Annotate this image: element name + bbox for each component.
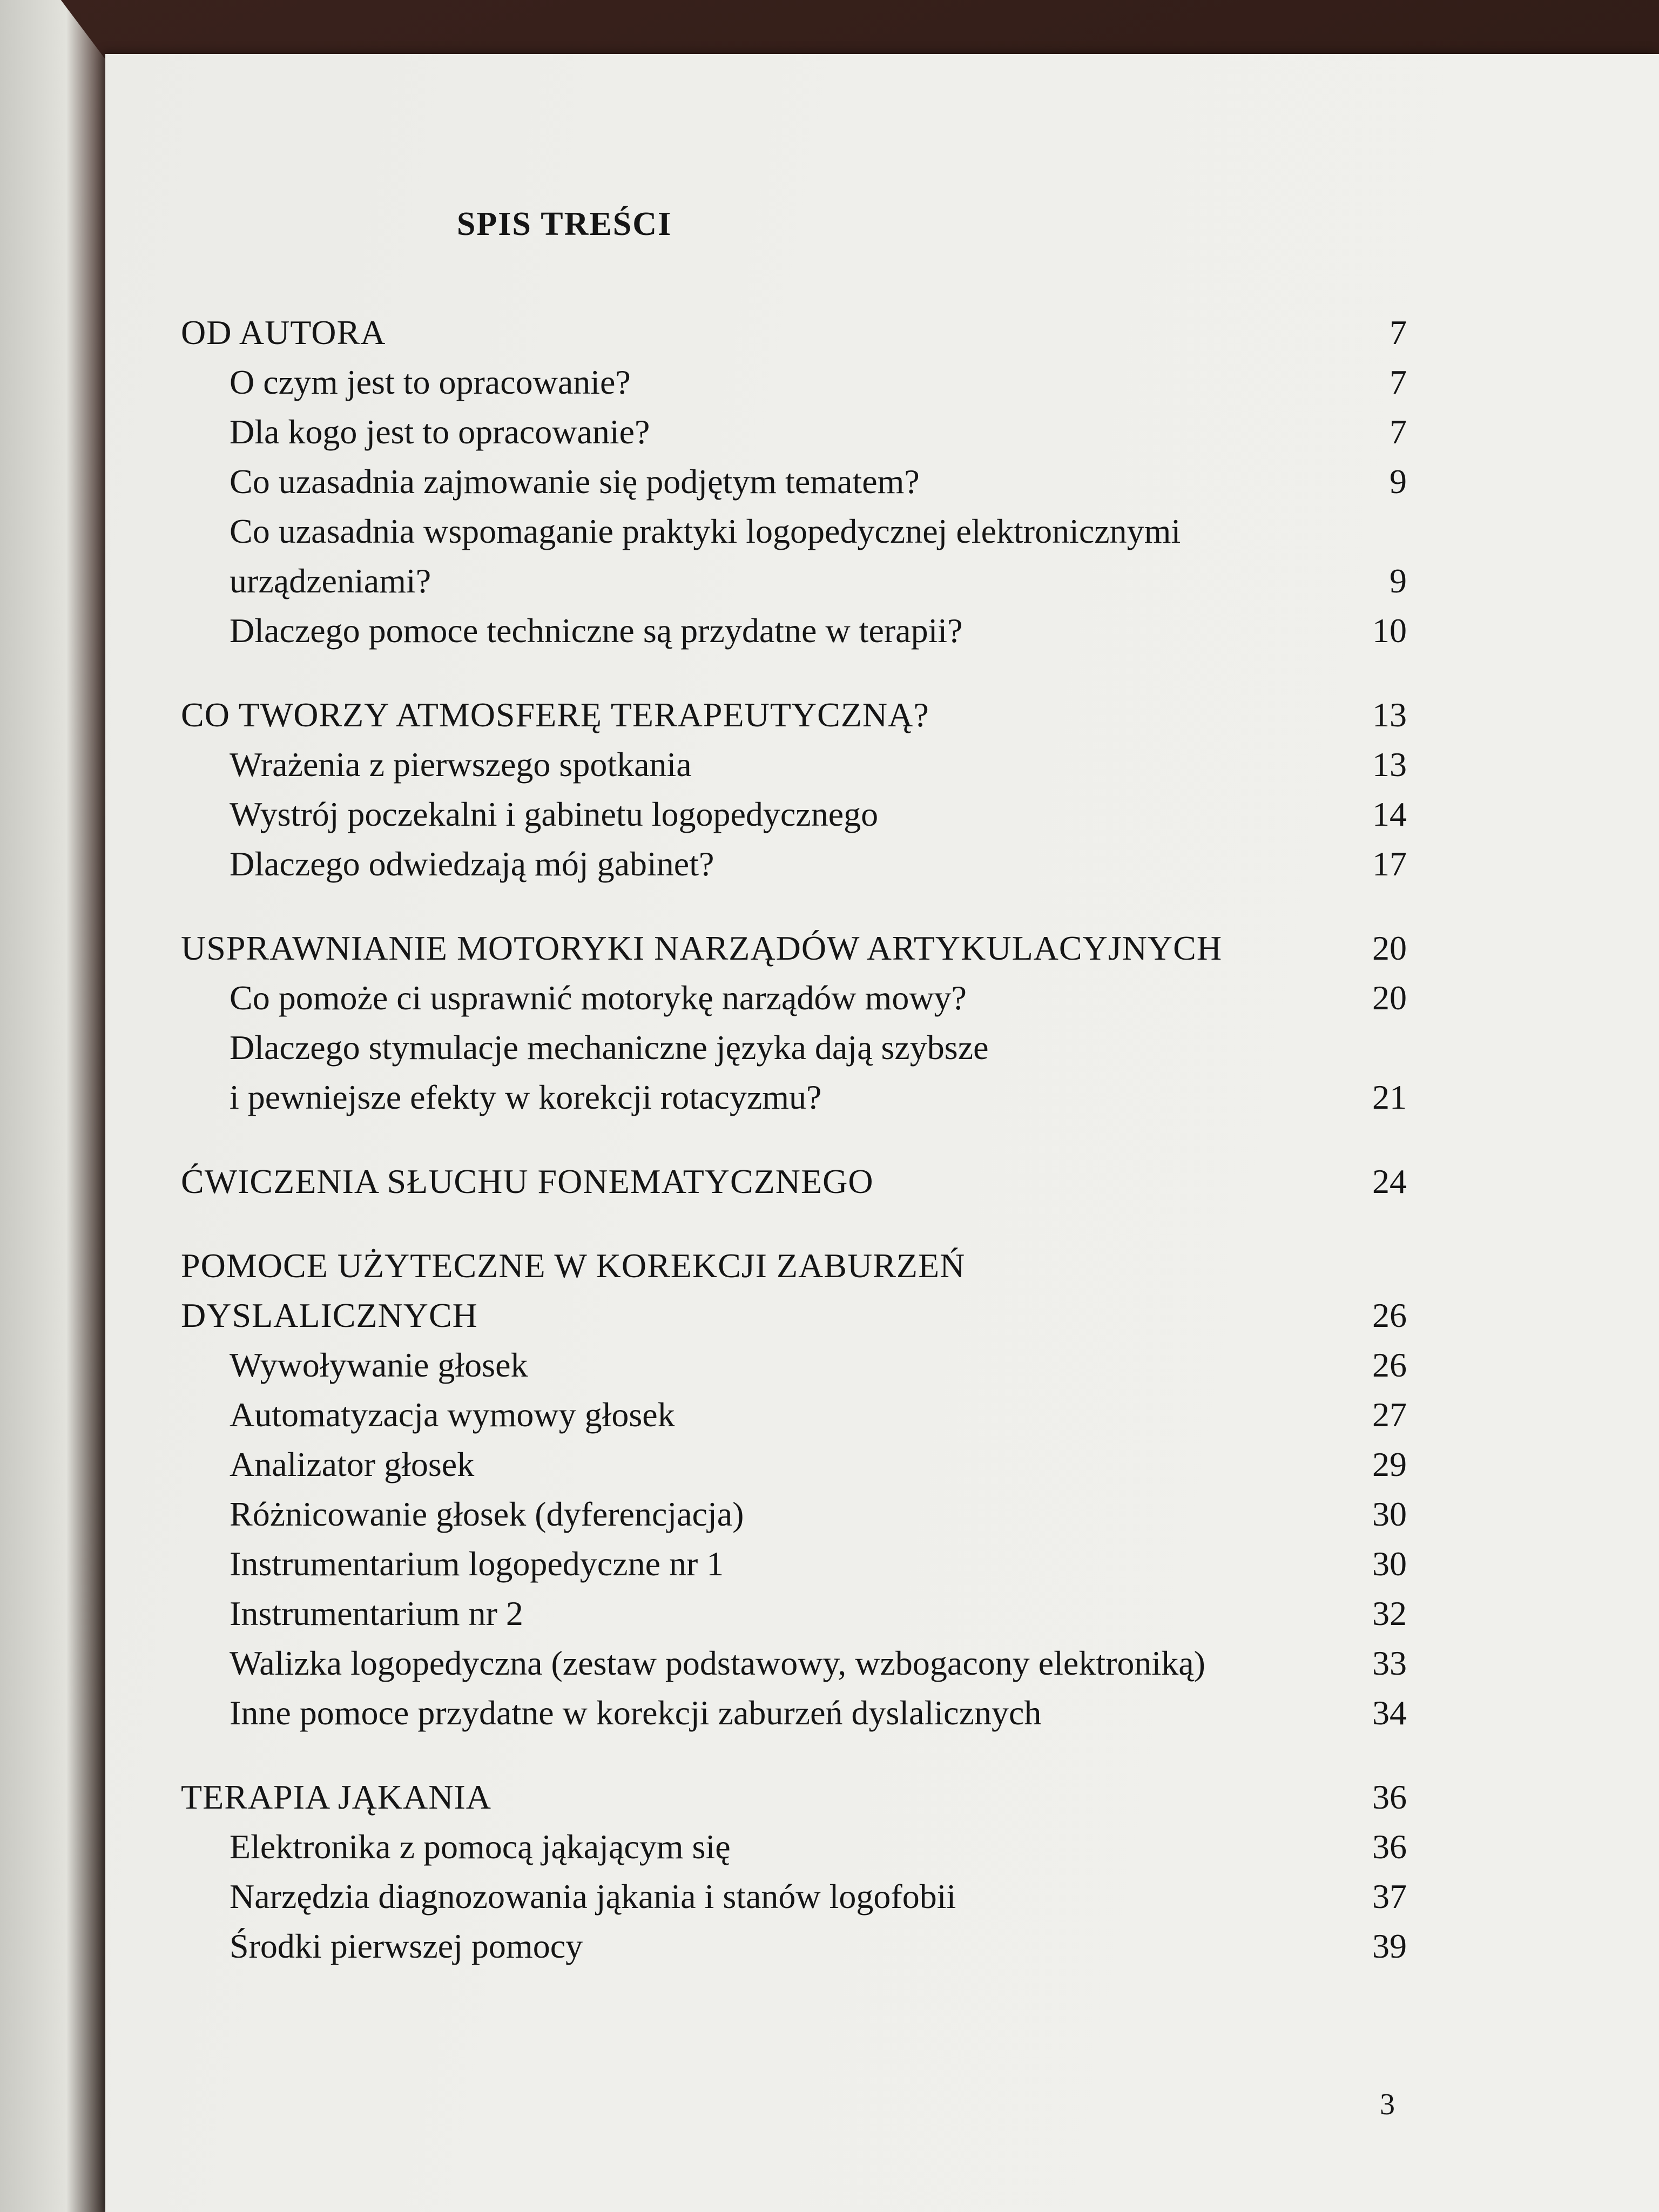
toc-entry xyxy=(181,1073,1407,1122)
entry-page: 21 xyxy=(1372,1078,1407,1116)
toc-title: SPIS TREŚCI xyxy=(456,206,672,242)
toc-entry xyxy=(181,1772,1407,1822)
entry-page: 7 xyxy=(1390,413,1407,451)
entry-page: 30 xyxy=(1372,1495,1407,1533)
entry-text: Co uzasadnia zajmowanie się podjętym tematem? xyxy=(230,462,920,501)
entry-text: Środki pierwszej pomocy xyxy=(230,1927,583,1965)
toc-entry xyxy=(181,1340,1407,1390)
entry-text: i pewniejsze efekty w korekcji rotacyzmu? xyxy=(230,1078,822,1116)
toc-entry xyxy=(181,556,1407,606)
toc-entry xyxy=(181,1489,1407,1539)
toc-entry xyxy=(181,457,1407,507)
entry-text: DYSLALICZNYCH xyxy=(181,1296,478,1334)
toc-entry xyxy=(181,790,1407,839)
entry-text: Dlaczego odwiedzają mój gabinet? xyxy=(230,845,714,883)
toc-entry xyxy=(181,839,1407,889)
entry-text: Dlaczego stymulacje mechaniczne języka dają szybsze xyxy=(230,1028,989,1067)
entry-page: 13 xyxy=(1372,745,1407,784)
toc-entry xyxy=(181,923,1407,973)
entry-text: Wystrój poczekalni i gabinetu logopedycznego xyxy=(230,795,879,833)
toc-entry xyxy=(181,1638,1407,1688)
toc-entry xyxy=(181,308,1407,358)
entry-text: Elektronika z pomocą jąkającym się xyxy=(230,1827,731,1866)
entry-page: 39 xyxy=(1372,1927,1407,1965)
toc-entry xyxy=(181,606,1407,656)
entry-page: 20 xyxy=(1372,979,1407,1017)
entry-page: 24 xyxy=(1372,1162,1407,1201)
toc-entry xyxy=(181,1291,1407,1340)
entry-page: 37 xyxy=(1372,1877,1407,1916)
toc-entry xyxy=(181,1157,1407,1206)
toc-entry xyxy=(181,1440,1407,1489)
entry-page: 9 xyxy=(1390,462,1407,501)
toc-entry xyxy=(181,690,1407,740)
toc-entry xyxy=(181,973,1407,1023)
entry-text: Wywoływanie głosek xyxy=(230,1346,528,1384)
toc-entry xyxy=(181,1688,1407,1738)
entry-text: urządzeniami? xyxy=(230,562,431,600)
entry-text: ĆWICZENIA SŁUCHU FONEMATYCZNEGO xyxy=(181,1162,874,1201)
toc-entry xyxy=(181,1822,1407,1872)
entry-page: 36 xyxy=(1372,1778,1407,1816)
entry-text: Instrumentarium logopedyczne nr 1 xyxy=(230,1545,724,1583)
toc-entry xyxy=(181,358,1407,407)
page-number: 3 xyxy=(1380,2088,1395,2121)
entry-page: 13 xyxy=(1372,696,1407,734)
toc-entry xyxy=(181,407,1407,457)
entry-text: CO TWORZY ATMOSFERĘ TERAPEUTYCZNĄ? xyxy=(181,696,929,734)
entry-text: USPRAWNIANIE MOTORYKI NARZĄDÓW ARTYKULACYJNYCH xyxy=(181,929,1223,967)
entry-text: Różnicowanie głosek (dyferencjacja) xyxy=(230,1495,744,1533)
toc-entry xyxy=(181,1921,1407,1971)
toc-entry xyxy=(181,1023,1407,1073)
toc-entry xyxy=(181,1589,1407,1638)
entry-text: Narzędzia diagnozowania jąkania i stanów logofobii xyxy=(230,1877,956,1916)
toc-entry xyxy=(181,740,1407,790)
entry-text: TERAPIA JĄKANIA xyxy=(181,1778,491,1816)
entry-text: Analizator głosek xyxy=(230,1445,475,1483)
entry-page: 7 xyxy=(1390,313,1407,352)
entry-page: 9 xyxy=(1390,562,1407,600)
entry-text: OD AUTORA xyxy=(181,313,386,352)
entry-text: Dlaczego pomoce techniczne są przydatne w terapii? xyxy=(230,611,963,650)
toc-entry xyxy=(181,1872,1407,1921)
page-curl-shadow xyxy=(0,0,111,2212)
entry-page: 33 xyxy=(1372,1644,1407,1682)
entry-page: 17 xyxy=(1372,845,1407,883)
entry-page: 7 xyxy=(1390,363,1407,401)
entry-page: 30 xyxy=(1372,1545,1407,1583)
entry-text: Wrażenia z pierwszego spotkania xyxy=(230,745,692,784)
entry-text: POMOCE UŻYTECZNE W KOREKCJI ZABURZEŃ xyxy=(181,1246,966,1285)
entry-page: 20 xyxy=(1372,929,1407,967)
entry-page: 10 xyxy=(1372,611,1407,650)
toc-entry xyxy=(181,1539,1407,1589)
entry-page: 26 xyxy=(1372,1346,1407,1384)
entry-text: Walizka logopedyczna (zestaw podstawowy, wzbogacony elektroniką) xyxy=(230,1644,1205,1682)
entry-text: Dla kogo jest to opracowanie? xyxy=(230,413,650,451)
entry-text: Co uzasadnia wspomaganie praktyki logopedycznej elektronicznymi xyxy=(230,512,1181,550)
toc-entry xyxy=(181,1390,1407,1440)
entry-text: O czym jest to opracowanie? xyxy=(230,363,631,401)
entry-page: 34 xyxy=(1372,1694,1407,1732)
entry-page: 14 xyxy=(1372,795,1407,833)
entry-page: 36 xyxy=(1372,1827,1407,1866)
entry-text: Inne pomoce przydatne w korekcji zaburzeń dyslalicznych xyxy=(230,1694,1042,1732)
toc-entry xyxy=(181,1241,1407,1291)
entry-page: 26 xyxy=(1372,1296,1407,1334)
entry-page: 29 xyxy=(1372,1445,1407,1483)
toc-entry xyxy=(181,507,1407,556)
entry-page: 27 xyxy=(1372,1395,1407,1434)
entry-text: Automatyzacja wymowy głosek xyxy=(230,1395,675,1434)
entry-text: Instrumentarium nr 2 xyxy=(230,1594,523,1633)
entry-text: Co pomoże ci usprawnić motorykę narządów mowy? xyxy=(230,979,967,1017)
entry-page: 32 xyxy=(1372,1594,1407,1633)
